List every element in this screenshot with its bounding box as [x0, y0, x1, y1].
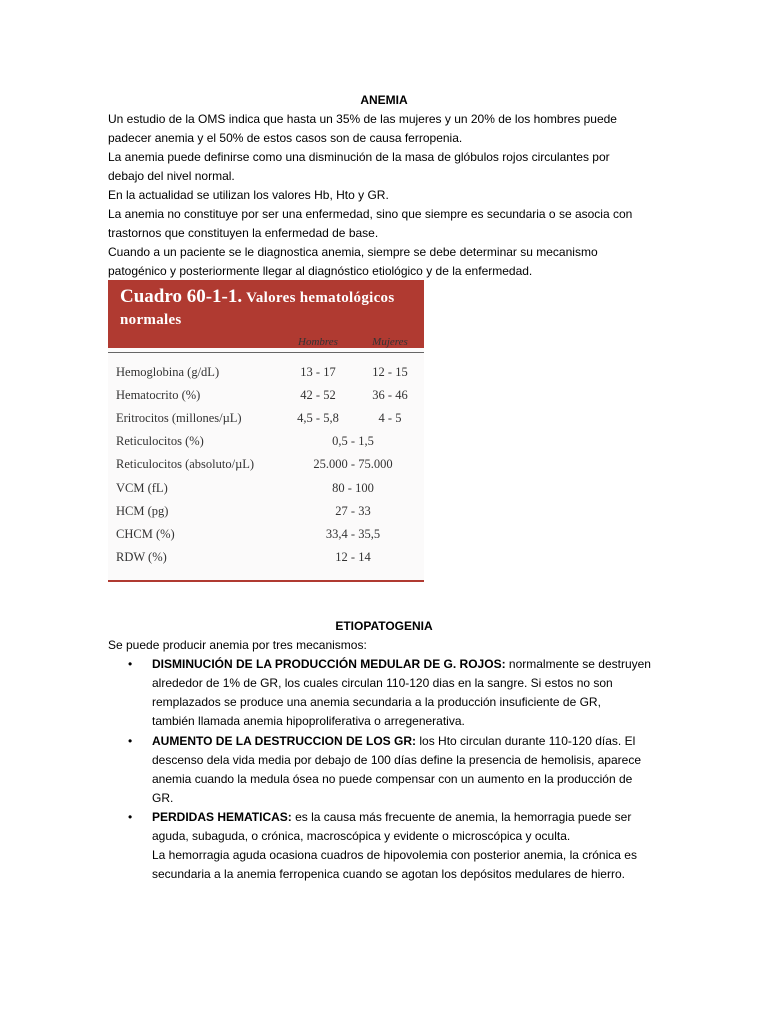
table-caption [120, 286, 394, 331]
bullet-line: remplazados se produce una anemia secundaria a la producción insuficiente de GR, [152, 695, 601, 709]
table-row [108, 432, 424, 454]
intro-line: Se puede producir anemia por tres mecanismos: [108, 638, 367, 652]
paragraph-line: La anemia puede definirse como una disminución de la masa de glóbulos rojos circulantes por [108, 150, 610, 164]
table-number: Cuadro 60-1-1. [120, 286, 243, 307]
row-label: HCM (pg) [116, 504, 169, 518]
bullet-line: anemia cuando la medula ósea no puede compensar con un aumento en la producción de [152, 772, 633, 786]
table-title-line2: normales [120, 312, 182, 328]
value-both: 12 - 14 [335, 550, 371, 564]
column-header-men: Hombres [298, 336, 338, 348]
bullet-heading: AUMENTO DE LA DESTRUCCION DE LOS GR: [152, 734, 417, 748]
table-row [108, 548, 424, 570]
row-label: Eritrocitos (millones/µL) [116, 411, 242, 425]
bullet-line: GR. [152, 791, 174, 805]
paragraph-line: Cuando a un paciente se le diagnostica anemia, siempre se debe determinar su mecanismo [108, 245, 598, 259]
bullet-first-line [152, 655, 651, 674]
row-label: RDW (%) [116, 550, 167, 564]
value-both: 0,5 - 1,5 [332, 434, 374, 448]
value-both: 25.000 - 75.000 [313, 457, 393, 471]
paragraph-line: debajo del nivel normal. [108, 169, 235, 183]
paragraph-line: Un estudio de la OMS indica que hasta un 35% de las mujeres y un 20% de los hombres puede [108, 112, 617, 126]
bullet-icon: • [128, 810, 133, 824]
value-both: 80 - 100 [332, 481, 374, 495]
row-label: Hemoglobina (g/dL) [116, 365, 220, 379]
row-label: Reticulocitos (absoluto/µL) [116, 457, 255, 471]
bullet-line: descenso dela vida media por debajo de 100 días define la presencia de hemolisis, aparece [152, 753, 641, 767]
paragraph-line: padecer anemia y el 50% de estos casos son de causa ferropenia. [108, 131, 463, 145]
bullet-line: La hemorragia aguda ocasiona cuadros de hipovolemia con posterior anemia, la crónica es [152, 848, 637, 862]
bullet-text: normalmente se destruyen [505, 657, 651, 671]
bullet-line: aguda, subaguda, o crónica, macroscópica y evidente o microscópica y oculta. [152, 829, 571, 843]
table-row [108, 502, 424, 524]
paragraph-line: patogénico y posteriormente llegar al diagnóstico etiológico y de la enfermedad. [108, 264, 533, 278]
bullet-heading: DISMINUCIÓN DE LA PRODUCCIÓN MEDULAR DE G. ROJOS: [152, 657, 506, 671]
bullet-heading: PERDIDAS HEMATICAS: [152, 810, 292, 824]
table-title: Valores hematológicos [246, 290, 395, 306]
header-rule [108, 352, 424, 353]
bullet-first-line [152, 808, 631, 827]
bullet-text: es la causa más frecuente de anemia, la hemorragia puede ser [291, 810, 632, 824]
bullet-line: secundaria a la anemia ferropenica cuando se agotan los depósitos medulares de hierro. [152, 867, 625, 881]
bullet-line: también llamada anemia hipoproliferativa o arregenerativa. [152, 714, 465, 728]
row-label: Reticulocitos (%) [116, 434, 204, 448]
table-row [108, 363, 424, 385]
value-women: 36 - 46 [372, 388, 408, 402]
table-row [108, 479, 424, 501]
value-men: 4,5 - 5,8 [297, 411, 339, 425]
bullet-first-line [152, 732, 635, 751]
paragraph-line: La anemia no constituye por ser una enfermedad, sino que siempre es secundaria o se asocia con [108, 207, 633, 221]
row-label: CHCM (%) [116, 527, 175, 541]
value-women: 12 - 15 [372, 365, 408, 379]
bullet-icon: • [128, 734, 133, 748]
bullet-text: los Hto circulan durante 110-120 días. El [416, 734, 636, 748]
paragraph-line: trastornos que constituyen la enfermedad de base. [108, 226, 379, 240]
value-both: 33,4 - 35,5 [325, 527, 381, 541]
row-label: VCM (fL) [116, 481, 168, 495]
table-row [108, 525, 424, 547]
table-row [108, 409, 424, 431]
column-header-women: Mujeres [372, 336, 408, 348]
bullet-line: alrededor de 1% de GR, los cuales circulan 110-120 dias en la sangre. Si estos no son [152, 676, 613, 690]
table-row [108, 455, 424, 477]
bullet-icon: • [128, 657, 133, 671]
row-label: Hematocrito (%) [116, 388, 201, 402]
value-women: 4 - 5 [378, 411, 402, 425]
table-row [108, 386, 424, 408]
value-men: 13 - 17 [300, 365, 336, 379]
section-title-etiopatogenia: ETIOPATOGENIA [335, 619, 433, 633]
paragraph-line: En la actualidad se utilizan los valores Hb, Hto y GR. [108, 188, 389, 202]
value-both: 27 - 33 [335, 504, 371, 518]
hematologic-values-table [108, 280, 424, 582]
table-bottom-rule [108, 580, 424, 582]
section-title-anemia: ANEMIA [360, 93, 408, 107]
value-men: 42 - 52 [300, 388, 336, 402]
